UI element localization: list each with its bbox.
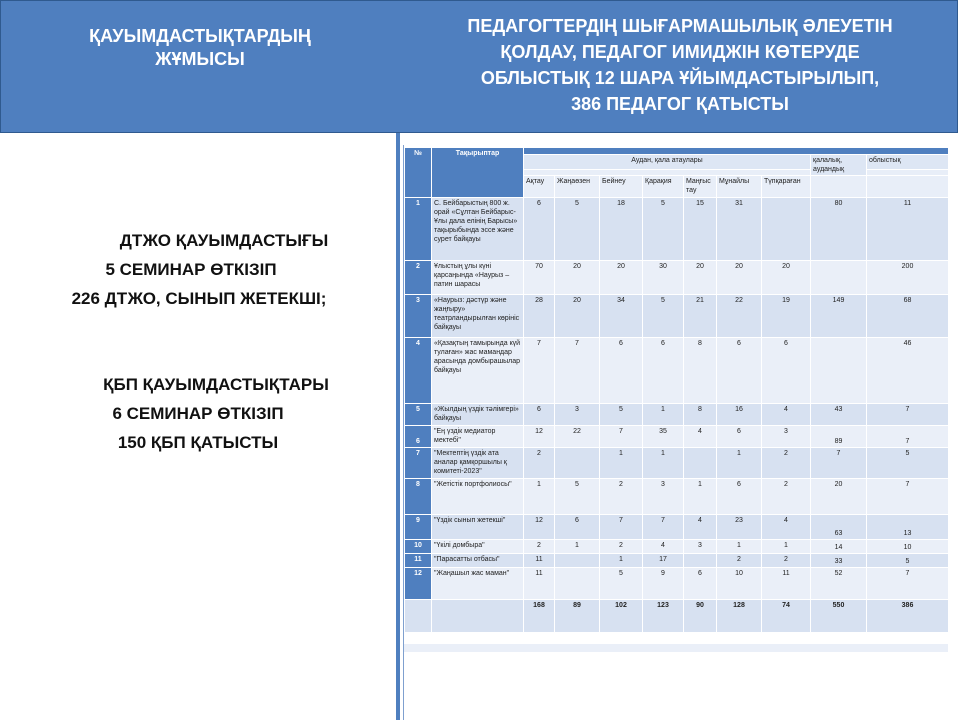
col-header-district: Түпқараған — [762, 176, 811, 198]
district-value — [684, 554, 717, 568]
row-title: «Жылдың үздік тәлімгері» байқауы — [432, 404, 524, 426]
district-value: 12 — [524, 426, 555, 448]
district-value: 12 — [524, 515, 555, 540]
district-value: 1 — [684, 479, 717, 515]
header-right-line: ОБЛЫСТЫҚ 12 ШАРА ҰЙЫМДАСТЫРЫЛЫП, — [480, 68, 880, 88]
total-value: 89 — [555, 600, 600, 633]
header-right-line: ПЕДАГОГТЕРДІҢ ШЫҒАРМАШЫЛЫҚ ӘЛЕУЕТІН — [467, 16, 893, 36]
district-value: 2 — [762, 448, 811, 479]
totals-no — [405, 600, 432, 633]
district-value: 6 — [717, 426, 762, 448]
district-value: 3 — [684, 540, 717, 554]
row-number: 11 — [405, 554, 432, 568]
header-banner — [0, 0, 958, 133]
header-right-line: 386 ПЕДАГОГ ҚАТЫСТЫ — [571, 94, 789, 114]
total-city: 550 — [811, 600, 867, 633]
district-value: 30 — [643, 261, 684, 295]
col-header-city: қалалық, аудандық — [811, 155, 867, 176]
row-title: "Парасатты отбасы" — [432, 554, 524, 568]
city-value — [811, 261, 867, 295]
region-value: 68 — [867, 295, 949, 338]
row-title: «Қазақтың тамырында күй тулаған» жас мамандар арасында домбырашылар байқауы — [432, 338, 524, 404]
row-title: С. Бейбарыстың 800 ж. орай «Сұлтан Бейбарыс-Ұлы дала елінің Барысы» тақырыбында эссе және сурет байқауы — [432, 198, 524, 261]
row-number: 12 — [405, 568, 432, 600]
table-row — [405, 426, 949, 448]
district-value: 6 — [524, 198, 555, 261]
table-row — [405, 295, 949, 338]
row-title: "Үздік сынып жетекші" — [432, 515, 524, 540]
district-value: 7 — [555, 338, 600, 404]
district-value: 34 — [600, 295, 643, 338]
header-spacer — [811, 176, 867, 198]
total-value: 74 — [762, 600, 811, 633]
table-row — [405, 404, 949, 426]
row-number: 10 — [405, 540, 432, 554]
table-row — [405, 448, 949, 479]
district-value — [762, 198, 811, 261]
city-value: 89 — [811, 426, 867, 448]
vertical-divider — [396, 133, 400, 720]
table-row — [405, 479, 949, 515]
summary-line: 6 СЕМИНАР ӨТКІЗІП — [112, 404, 284, 423]
district-value: 2 — [762, 479, 811, 515]
city-value: 63 — [811, 515, 867, 540]
district-value: 4 — [684, 515, 717, 540]
district-value: 1 — [717, 448, 762, 479]
district-value: 11 — [524, 568, 555, 600]
city-value: 14 — [811, 540, 867, 554]
district-value: 31 — [717, 198, 762, 261]
district-value: 6 — [600, 338, 643, 404]
table-row — [405, 198, 949, 261]
district-value: 6 — [643, 338, 684, 404]
city-value — [811, 338, 867, 404]
col-header-title: Тақырыптар — [432, 148, 524, 198]
district-value: 6 — [762, 338, 811, 404]
district-value: 6 — [524, 404, 555, 426]
region-value: 5 — [867, 448, 949, 479]
city-value: 80 — [811, 198, 867, 261]
district-value: 1 — [600, 448, 643, 479]
table-row — [405, 338, 949, 404]
district-value: 2 — [600, 479, 643, 515]
row-number: 1 — [405, 198, 432, 261]
district-value: 8 — [684, 404, 717, 426]
district-value: 70 — [524, 261, 555, 295]
district-value: 7 — [600, 426, 643, 448]
district-value: 5 — [555, 198, 600, 261]
col-header-district: Ақтау — [524, 176, 555, 198]
district-value: 2 — [762, 554, 811, 568]
district-value: 3 — [643, 479, 684, 515]
district-value: 1 — [600, 554, 643, 568]
col-header-district: Бейнеу — [600, 176, 643, 198]
district-value: 17 — [643, 554, 684, 568]
row-title: «Наурыз: дәстүр және жаңғыру» театрландырылған көрініс байқауы — [432, 295, 524, 338]
region-value: 200 — [867, 261, 949, 295]
row-title: "Ең үздік медиатор мектебі" — [432, 426, 524, 448]
summary-line: 5 СЕМИНАР ӨТКІЗІП — [105, 260, 277, 279]
district-value: 5 — [600, 404, 643, 426]
col-header-district: Мұнайлы — [717, 176, 762, 198]
district-value: 11 — [524, 554, 555, 568]
table-row — [405, 540, 949, 554]
district-value: 8 — [684, 338, 717, 404]
col-header-district: Маңғыс тау — [684, 176, 717, 198]
district-value: 1 — [762, 540, 811, 554]
association-summary-2 — [0, 370, 396, 457]
district-value: 6 — [717, 338, 762, 404]
table-footer-strip — [404, 644, 948, 652]
region-value: 46 — [867, 338, 949, 404]
district-value: 7 — [643, 515, 684, 540]
district-value: 1 — [643, 448, 684, 479]
district-value: 20 — [717, 261, 762, 295]
row-title: "Мектептің үздік ата аналар қамқоршылы қ комитеті-2023" — [432, 448, 524, 479]
table-row — [405, 515, 949, 540]
table-row — [405, 554, 949, 568]
district-value — [555, 554, 600, 568]
total-value: 128 — [717, 600, 762, 633]
row-number: 8 — [405, 479, 432, 515]
district-value: 4 — [762, 404, 811, 426]
district-value: 1 — [524, 479, 555, 515]
total-value: 123 — [643, 600, 684, 633]
total-value: 102 — [600, 600, 643, 633]
header-left-title — [1, 1, 399, 134]
row-title: Ұлыстың ұлы күні қарсаңында «Наурыз – патин шарасы — [432, 261, 524, 295]
district-value: 4 — [643, 540, 684, 554]
row-number: 5 — [405, 404, 432, 426]
city-value: 52 — [811, 568, 867, 600]
district-value: 9 — [643, 568, 684, 600]
total-value: 168 — [524, 600, 555, 633]
header-right-line: ҚОЛДАУ, ПЕДАГОГ ИМИДЖІН КӨТЕРУДЕ — [500, 42, 860, 62]
col-header-district: Жаңаөзен — [555, 176, 600, 198]
table-row — [405, 568, 949, 600]
district-value: 20 — [555, 261, 600, 295]
city-value: 33 — [811, 554, 867, 568]
district-value: 7 — [524, 338, 555, 404]
summary-line: ҚБП ҚАУЫМДАСТЫҚТАРЫ — [103, 375, 329, 394]
district-value: 23 — [717, 515, 762, 540]
header-band — [524, 148, 949, 155]
row-title: "Жаңашыл жас маман" — [432, 568, 524, 600]
district-value: 21 — [684, 295, 717, 338]
district-value: 5 — [643, 295, 684, 338]
district-value: 4 — [762, 515, 811, 540]
header-right-title — [405, 13, 955, 117]
row-title: "Жетістік портфолиосы" — [432, 479, 524, 515]
region-value: 10 — [867, 540, 949, 554]
city-value: 20 — [811, 479, 867, 515]
district-value: 5 — [600, 568, 643, 600]
district-value: 10 — [717, 568, 762, 600]
district-value: 2 — [524, 448, 555, 479]
col-header-district: Қарақия — [643, 176, 684, 198]
header-spacer — [867, 176, 949, 198]
district-value: 16 — [717, 404, 762, 426]
summary-line: 150 ҚБП ҚАТЫСТЫ — [117, 433, 279, 452]
district-value: 28 — [524, 295, 555, 338]
row-number: 7 — [405, 448, 432, 479]
region-value: 11 — [867, 198, 949, 261]
region-value: 13 — [867, 515, 949, 540]
district-value: 20 — [762, 261, 811, 295]
city-value: 7 — [811, 448, 867, 479]
total-value: 90 — [684, 600, 717, 633]
district-value: 3 — [762, 426, 811, 448]
district-value: 1 — [717, 540, 762, 554]
col-header-region: облыстық — [867, 155, 949, 170]
table-row — [405, 261, 949, 295]
summary-line: 226 ДТЖО, СЫНЫП ЖЕТЕКШІ; — [71, 289, 327, 308]
region-value: 7 — [867, 404, 949, 426]
header-left-line: ҚАУЫМДАСТЫҚТАРДЫҢ — [89, 26, 311, 46]
table-body — [405, 198, 949, 633]
region-value: 7 — [867, 568, 949, 600]
district-value: 20 — [600, 261, 643, 295]
district-value: 22 — [555, 426, 600, 448]
district-value: 2 — [524, 540, 555, 554]
district-value: 35 — [643, 426, 684, 448]
district-value: 4 — [684, 426, 717, 448]
region-value: 5 — [867, 554, 949, 568]
district-value: 20 — [555, 295, 600, 338]
district-value: 19 — [762, 295, 811, 338]
header-left-line: ЖҰМЫСЫ — [155, 49, 245, 69]
row-title: "Үкілі домбыра" — [432, 540, 524, 554]
district-value: 7 — [600, 515, 643, 540]
district-value: 5 — [643, 198, 684, 261]
district-value: 18 — [600, 198, 643, 261]
district-value: 2 — [717, 554, 762, 568]
district-value: 6 — [717, 479, 762, 515]
row-number: 4 — [405, 338, 432, 404]
row-number: 6 — [405, 426, 432, 448]
district-value: 15 — [684, 198, 717, 261]
district-value: 3 — [555, 404, 600, 426]
row-number: 3 — [405, 295, 432, 338]
col-header-no: № — [405, 148, 432, 198]
association-summary-1 — [0, 226, 396, 313]
district-value: 6 — [684, 568, 717, 600]
district-value: 22 — [717, 295, 762, 338]
row-number: 2 — [405, 261, 432, 295]
region-value: 7 — [867, 479, 949, 515]
district-value — [555, 448, 600, 479]
district-value: 20 — [684, 261, 717, 295]
district-value — [684, 448, 717, 479]
district-value: 1 — [555, 540, 600, 554]
city-value: 43 — [811, 404, 867, 426]
district-value — [555, 568, 600, 600]
district-value: 11 — [762, 568, 811, 600]
events-table — [404, 147, 948, 633]
district-value: 6 — [555, 515, 600, 540]
summary-line: ДТЖО ҚАУЫМДАСТЫҒЫ — [119, 231, 329, 250]
city-value: 149 — [811, 295, 867, 338]
region-value: 7 — [867, 426, 949, 448]
district-value: 1 — [643, 404, 684, 426]
district-value: 2 — [600, 540, 643, 554]
totals-row — [405, 600, 949, 633]
district-group-header: Аудан, қала атаулары — [524, 155, 811, 170]
total-region: 386 — [867, 600, 949, 633]
district-value: 5 — [555, 479, 600, 515]
totals-title — [432, 600, 524, 633]
row-number: 9 — [405, 515, 432, 540]
